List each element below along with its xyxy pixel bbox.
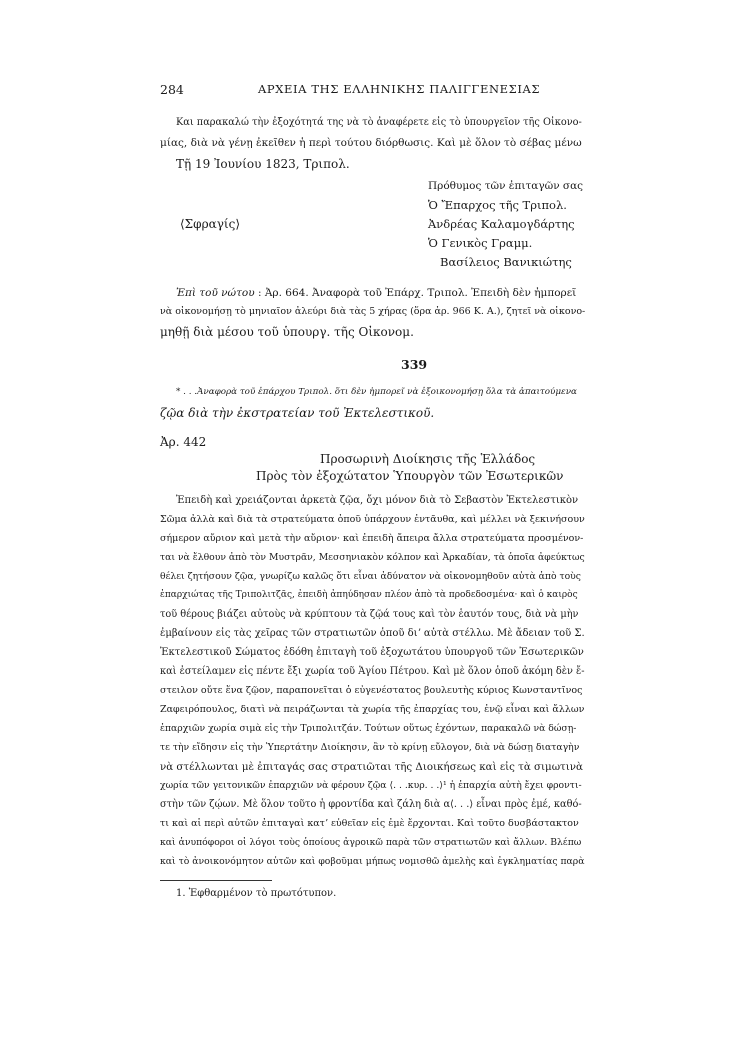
body-line: καὶ ἐστείλαμεν εἰς πέντε ἔξι χωρία τοῦ Ἁγίου Πέτρου. Καὶ μὲ ὅλον ὁποῦ ἀκόμη δὲν ἔ- — [160, 666, 585, 677]
body-line: νὰ στέλλωνται μὲ ἐπιταγάς σας στρατιῶται τῆς Διοικήσεως καὶ εἰς τὰ σιμωτινὰ — [160, 761, 583, 773]
verso-line — [176, 287, 576, 299]
body-line: τι καὶ αἱ περὶ αὐτῶν ἐπιταγαὶ κατʼ εὐθεῖαν εἰς ἐμὲ ἔρχονται. Καὶ τοῦτο δυσβάστακτον — [160, 818, 579, 829]
signature-line: Ὁ Γενικὸς Γραμμ. — [428, 236, 533, 250]
body-line: Ἐπειδὴ καὶ χρειάζονται ἀρκετὰ ζῷα, ὄχι μόνον διὰ τὸ Σεβαστὸν Ἐκτελεστικὸν — [176, 495, 579, 506]
signature-line: Ὁ Ἔπαρχος τῆς Τριπολ. — [428, 198, 567, 212]
body-line: ἐπαρχιῶν χωρία σιμὰ εἰς τὴν Τριπολιτζάν. Τούτων οὕτως ἐχόντων, παρακαλῶ νὰ δώσῃ- — [160, 723, 577, 734]
body-line: τοῦ θέρους βιάζει αὐτοὺς νὰ κρύπτουν τὰ ζῷά τους καὶ τὸν ἑαυτόν τους, διὰ νὰ μὴν — [160, 609, 579, 620]
verso-line: νὰ οἰκονομήσῃ τὸ μηνιαῖον ἀλεύρι διὰ τὰς 5 χήρας (ὅρα ἀρ. 966 Κ. Α.), ζητεῖ νὰ οἰκονο- — [160, 306, 586, 317]
body-line: καὶ τὸ ἀνοικονόμητον αὐτῶν καὶ φοβοῦμαι μήπως νομισθῶ ἀμελὴς καὶ ἐγκληματίας παρὰ — [160, 856, 585, 867]
signature-line: Βασίλειος Βανικιώτης — [440, 255, 572, 269]
addressee-line: Πρὸς τὸν ἐξοχώτατον Ὑπουργὸν τῶν Ἐσωτερικῶν — [256, 469, 564, 483]
footnote-rule — [160, 880, 272, 881]
verso-line: μηθῇ διὰ μέσου τοῦ ὑπουργ. τῆς Οἰκονομ. — [160, 325, 414, 339]
footnote: 1. Ἐφθαρμένον τὸ πρωτότυπον. — [176, 888, 337, 899]
body-line: Ζαφειρόπουλος, διατὶ νὰ πειράζωνται τὰ χωρία τῆς ἐπαρχίας του, ἐνῷ εἶναι καὶ ἄλλων — [160, 704, 585, 715]
body-line: στειλον οὔτε ἕνα ζῷον, παραπονεῖται ὁ εὐγενέστατος βουλευτὴς κύριος Κωνσταντῖνος — [160, 685, 583, 696]
signature-line: Πρόθυμος τῶν ἐπιταγῶν σας — [428, 180, 584, 192]
verso-label: Ἐπὶ τοῦ νώτου — [176, 287, 255, 299]
summary-line: ζῷα διὰ τὴν ἐκστρατείαν τοῦ Ἐκτελεστικοῦ. — [160, 406, 435, 420]
body-line: ἐμβαίνουν εἰς τὰς χεῖρας τῶν στρατιωτῶν ὁποῦ διʼ αὐτὰ στέλλω. Μὲ ἄδειαν τοῦ Σ. — [160, 628, 585, 639]
body-line: χωρία τῶν γειτονικῶν ἐπαρχιῶν νὰ φέρουν ζῷα ⟨. . .κυρ. . .⟩¹ ἡ ἐπαρχία αὐτὴ ἔχει φροντι- — [160, 780, 582, 791]
body-line: θέλει ζητήσουν ζῷα, γνωρίζω καλῶς ὅτι εἶναι ἀδύνατον νὰ οἰκονομηθοῦν αὐτὰ ἀπὸ τοὺς — [160, 571, 581, 582]
body-line: ἐπαρχιώτας τῆς Τριπολιτζᾶς, ἐπειδὴ ἀπηύδησαν πλέον ἀπὸ τὰ προδεδοσμένα· καὶ ὁ καιρὸς — [160, 590, 578, 600]
signature-line: Ἀνδρέας Καλαμογδάρτης — [428, 217, 575, 231]
body-line: Σῶμα ἀλλὰ καὶ διὰ τὰ στρατεύματα ὁποῦ ὑπάρχουν ἐντᾶυθα, καὶ μέλλει νὰ ξεκινήσουν — [160, 514, 585, 525]
body-line: Ἐκτελεστικοῦ Σώματος ἐδόθη ἐπιταγὴ τοῦ ἐξοχωτάτου ὑπουργοῦ τῶν Ἐσωτερικῶν — [160, 647, 584, 658]
verso-text: : Ἀρ. 664. Ἀναφορὰ τοῦ Ἐπάρχ. Τριπολ. Ἐπειδὴ δὲν ἠμπορεῖ — [257, 287, 577, 299]
body-line: ται νὰ ἔλθουν ἀπὸ τὸν Μυστρᾶν, Μεσσηνιακὸν κόλπον καὶ Ἀρκαδίαν, τὰ ὁποῖα ἀφεύκτως — [160, 552, 585, 563]
addressee-line: Προσωρινὴ Διοίκησις τῆς Ἑλλάδος — [320, 452, 536, 466]
running-title: ΑΡΧΕΙΑ ΤΗΣ ΕΛΛΗΝΙΚΗΣ ΠΑΛΙΓΓΕΝΕΣΙΑΣ — [258, 82, 541, 96]
body-line: σήμερον αὔριον καὶ μετὰ τὴν αὔριον· καὶ ἐπειδὴ ἄπειρα ἄλλα στρατεύματα προσμένον- — [160, 533, 584, 544]
body-line: Και παρακαλώ τὴν ἐξοχότητά της νὰ τὸ ἀναφέρετε εἰς τὸ ὑπουργεῖον τῆς Οἰκονο- — [176, 117, 582, 128]
document-number: 339 — [401, 357, 428, 372]
reference-number: Ἀρ. 442 — [160, 435, 207, 449]
body-line: καὶ ἀνυπόφοροι οἱ λόγοι τοὺς ὁποίους ἀγροικῶ παρὰ τῶν στρατιωτῶν καὶ ἄλλων. Βλέπω — [160, 837, 582, 848]
body-line: τε τὴν εἴδησιν εἰς τὴν Ὑπερτάτην Διοίκησιν, ἂν τὸ κρίνῃ εὔλογον, διὰ νὰ δώσῃ διαταγὴν — [160, 742, 580, 753]
body-line: μίας, διὰ νὰ γένῃ ἐκεῖθεν ἡ περὶ τούτου διόρθωσις. Καὶ μὲ ὅλον τὸ σέβας μένω — [160, 137, 582, 149]
summary-line: * . . .Ἀναφορὰ τοῦ ἐπάρχου Τριπολ. ὅτι δὲν ἠμπορεῖ νὰ ἐξοικονομήσῃ ὅλα τὰ ἀπαιτούμενα — [176, 387, 577, 397]
seal-note: ⟨Σφραγίς⟩ — [180, 217, 241, 231]
letter-date: Τῇ 19 Ἰουνίου 1823, Τριπολ. — [176, 157, 350, 171]
page-number: 284 — [160, 82, 184, 97]
body-line: στὴν τῶν ζῴων. Μὲ ὅλον τοῦτο ἡ φροντίδα καὶ ζάλη διὰ α⟨. . .⟩ εἶναι πρὸς ἐμέ, καθό- — [160, 799, 582, 810]
